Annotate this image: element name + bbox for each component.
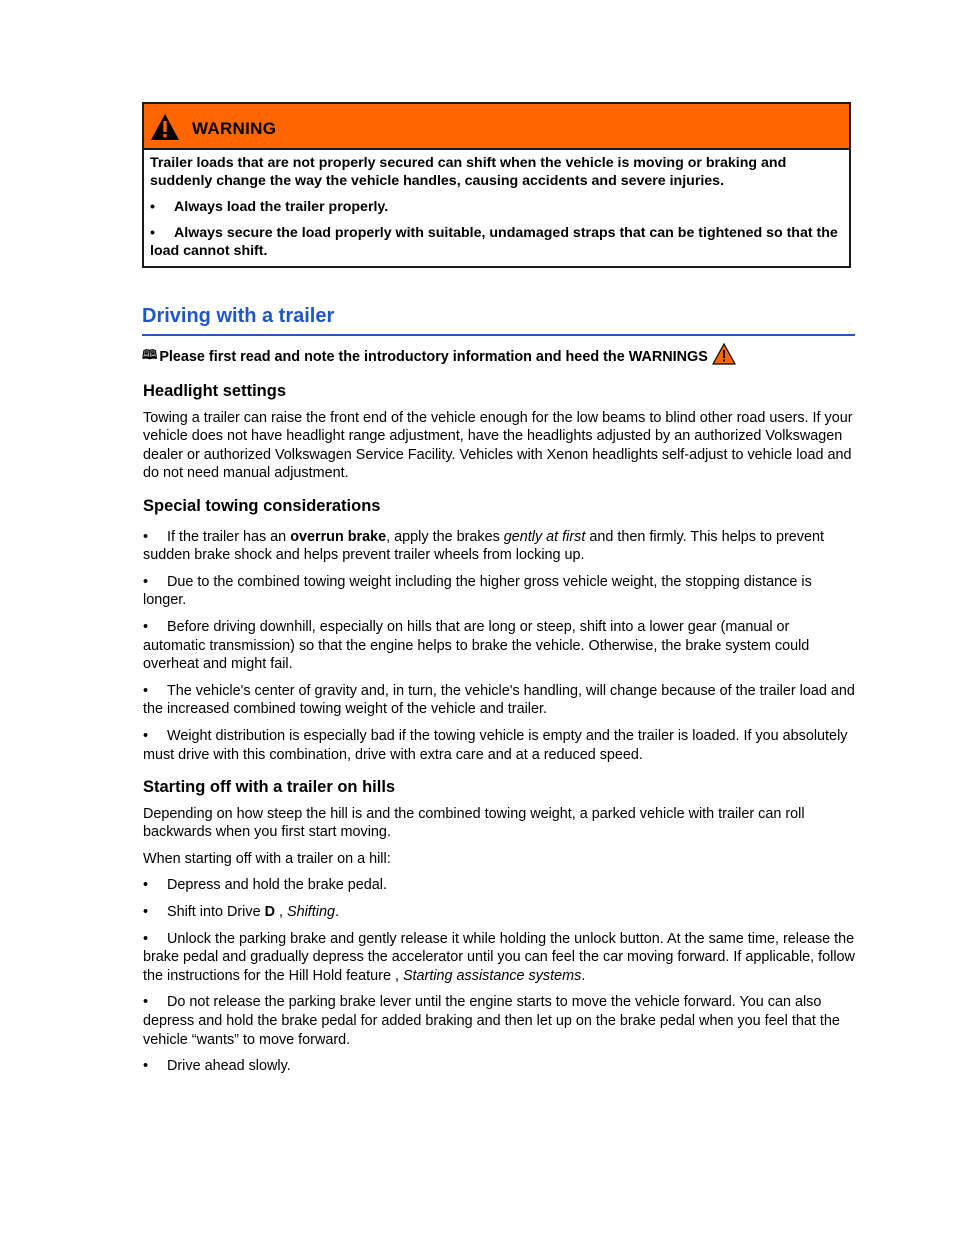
content [143, 382, 855, 1084]
list-item: • Unlock the parking brake and gently release it while holding the unlock button. At the same time, release the brake pedal and gradually depress the accelerator until you can feel the car moving forward. If applicable, follow the instructions for the Hill Hold feature , Starting assistance systems. [143, 930, 855, 984]
warning-box [142, 102, 851, 268]
warning-triangle-icon[interactable] [712, 343, 736, 365]
list-item: • Do not release the parking brake lever until the engine starts to move the vehicle forward. You can also depress and hold the brake pedal for added braking and then let up on the brake pedal when you feel that the vehicle “wants” to move forward. [143, 994, 840, 1048]
paragraph: Towing a trailer can raise the front end of the vehicle enough for the low beams to blind other road users. If your vehicle does not have headlight range adjustment, have the headlights adjusted by an authorized Volkswagen dealer or authorized Volkswagen Service Facility. Vehicles with Xenon headlights self-adjust to vehicle load and do not need manual adjustment. [143, 409, 853, 482]
paragraph: Depending on how steep the hill is and the combined towing weight, a parked vehicle with trailer can roll backwards when you first start moving. [143, 805, 805, 841]
list-item: • Depress and hold the brake pedal. [143, 877, 388, 894]
list-item: • Shift into Drive D , Shifting. [143, 904, 339, 921]
paragraph: When starting off with a trailer on a hill: [143, 850, 391, 867]
list-item: • Drive ahead slowly. [143, 1058, 291, 1075]
warning-header [144, 104, 849, 150]
warning-body [144, 150, 849, 266]
heading-special: Special towing considerations [143, 496, 381, 515]
warning-bullet: • Always secure the load properly with suitable, undamaged straps that can be tightened so that the load cannot shift. [150, 225, 838, 259]
list-item: • If the trailer has an overrun brake, apply the brakes gently at first and then firmly. This helps to prevent sudden brake shock and helps prevent trailer wheels from locking up. [143, 528, 824, 564]
heading-hills: Starting off with a trailer on hills [143, 778, 396, 797]
book-icon: 🕮 [142, 347, 158, 362]
list-item: • Weight distribution is especially bad if the towing vehicle is empty and the trailer is loaded. If you absolutely must drive with this combination, drive with extra care and at a reduced speed. [143, 727, 848, 763]
list-item: • Due to the combined towing weight including the higher gross vehicle weight, the stopping distance is longer. [143, 573, 812, 609]
intro-text: Please first read and note the introductory information and heed the WARNINGS [159, 349, 708, 365]
warning-title: WARNING [192, 119, 277, 138]
list-item: • Before driving downhill, especially on hills that are long or steep, shift into a lower gear (manual or automatic transmission) so that the engine helps to brake the vehicle. Otherwise, the brake system could overheat and might fail. [143, 618, 810, 673]
warning-bullet: • Always load the trailer properly. [150, 199, 389, 215]
section-title: Driving with a trailer [142, 305, 855, 336]
warning-intro: Trailer loads that are not properly secured can shift when the vehicle is moving or braking and suddenly change the way the vehicle handles, causing accidents and severe injuries. [150, 155, 787, 189]
intro-note [142, 346, 736, 368]
list-item: • The vehicle's center of gravity and, in turn, the vehicle's handling, will change because of the trailer load and the increased combined towing weight of the vehicle and trailer. [143, 682, 855, 718]
warning-triangle-icon [150, 113, 180, 141]
heading-headlight: Headlight settings [143, 382, 287, 400]
